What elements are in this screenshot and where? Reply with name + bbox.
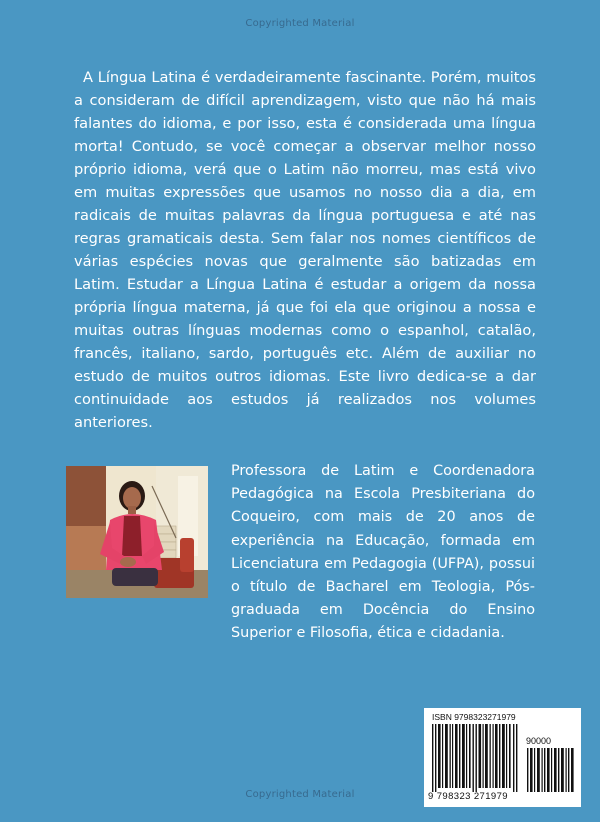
author-bio: Professora de Latim e Coordenadora Pedagógica na Escola Presbiteriana do Coqueiro, com mais de 20 anos de experiência na Educação, formada em Licenciatura em Pedagogia (UFPA), possui o título de Bacharel em Teologia, Pós-graduada em Docência do Ensino Superior e Filosofia, ética e cidadania. — [231, 463, 535, 642]
isbn-label: ISBN 9798323271979 — [432, 712, 516, 722]
price-code: 90000 — [526, 736, 552, 746]
watermark-bottom: Copyrighted Material — [245, 789, 355, 800]
watermark-top: Copyrighted Material — [245, 18, 355, 29]
addon-bars — [526, 748, 576, 792]
barcode-digits: 9 798323 271979 — [428, 791, 508, 802]
author-photo — [66, 466, 208, 598]
ean-bars — [430, 722, 520, 792]
back-cover-blurb: A Língua Latina é verdadeiramente fascinante. Porém, muitos a consideram de difícil aprendizagem, visto que não há mais falantes do idioma, e por isso, esta é considerada uma língua morta! Contudo, se você começar a observar melhor nosso próprio idioma, verá que o Latim não morreu, mas está vivo em muitas expressões que usamos no nosso dia a dia, em radicais de muitas palavras da língua portuguesa e até nas regras gramaticais desta. Sem falar nos nomes científicos de várias espécies novas que geralmente são batizadas em Latim. Estudar a Língua Latina é estudar a origem da nossa própria língua materna, já que foi ela que originou a nossa e muitas outras línguas modernas como o espanhol, catalão, francês, italiano, sardo, português etc. Além de auxiliar no estudo de muitos outros idiomas. Este livro dedica-se a dar continuidade aos estudos já realizados nos volumes anteriores. — [74, 69, 536, 431]
